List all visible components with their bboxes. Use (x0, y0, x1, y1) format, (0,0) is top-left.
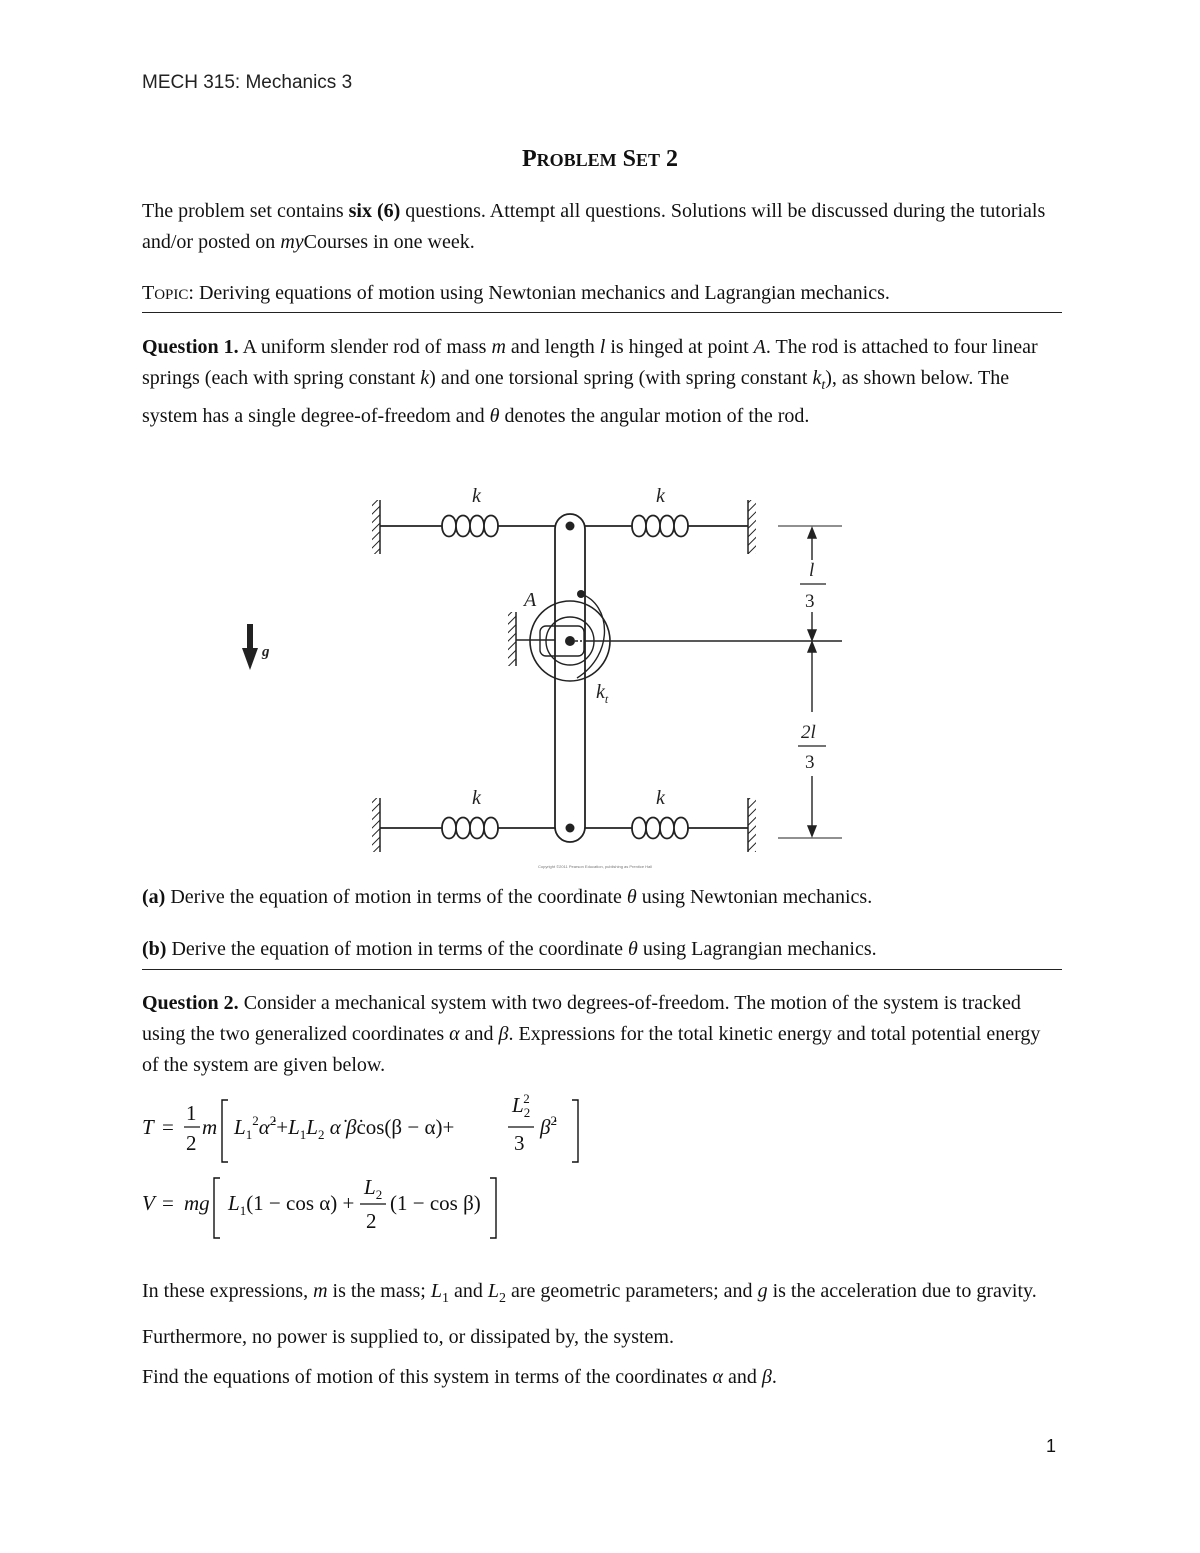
svg-text:2: 2 (366, 1209, 377, 1233)
question-2-definitions: In these expressions, m is the mass; $L_1$ and $L_2$ are geometric parameters; and g is the acceleration due to gravity. Furthermore, no power is supplied to, or dissipated by, the system. (142, 1280, 1037, 1348)
label-k-bottom-left: k (472, 787, 481, 809)
label-k-bottom-right: k (656, 787, 665, 809)
dim-bot-den: 3 (805, 752, 815, 773)
svg-text:L12α̇2+L1L2 α̇ β̇cos(β − α)+: $L_1^2\alphȧ^2+L_1L_2$ α̇ β̇cos(β − α)+ (234, 1113, 455, 1142)
svg-text:1: 1 (186, 1101, 197, 1125)
topic-line: TOPIC: Deriving equations of motion using Newtonian mechanics and Lagrangian mechanics. (142, 282, 890, 304)
rod (555, 514, 585, 842)
svg-text:L22: $L_22$ (512, 1091, 531, 1120)
dim-bot-num: 2l (801, 722, 816, 743)
svg-text:L2: $L_2$ (364, 1175, 383, 1202)
page-title: PROBLEM SET 2 (521, 146, 679, 172)
wall-bottom-right (748, 798, 756, 852)
kinetic-energy-equation (142, 1090, 622, 1170)
svg-text:T: T (142, 1115, 154, 1139)
label-k-top-right: k (656, 485, 665, 507)
question-1a: (a) Derive the equation of motion in terms of the coordinate θ using Newtonian mechanics. (142, 886, 873, 908)
hinge-point (565, 636, 575, 646)
svg-text:=: = (162, 1191, 174, 1215)
figure-copyright: Copyright ©2011 Pearson Education, publishing as Prentice Hall (538, 864, 653, 869)
label-k-top-left: k (472, 485, 481, 507)
divider (142, 312, 1062, 313)
svg-text:3: 3 (514, 1131, 525, 1155)
svg-text:β̇2: β̇$^2$ (540, 1113, 557, 1139)
pin-top (566, 522, 575, 531)
page-header: MECH 315: Mechanics 3 (142, 72, 353, 93)
spring-bottom-right (570, 818, 748, 839)
page-number: 1 (1046, 1436, 1057, 1456)
question-1b: (b) Derive the equation of motion in terms of the coordinate θ using Lagrangian mechanics. (142, 938, 877, 960)
svg-text:(1 − cos β): (1 − cos β) (390, 1191, 481, 1215)
spring-bottom-left (380, 818, 570, 839)
spring-rod-figure (262, 476, 850, 876)
svg-text:m: m (202, 1115, 218, 1139)
gravity-arrow (242, 624, 258, 670)
intro-paragraph: The problem set contains six (6) questions. Attempt all questions. Solutions will be discussed during the tutorials and/or posted on myCourses in one week. (142, 200, 1046, 253)
svg-text:V: V (142, 1191, 155, 1215)
dim-top-num: l (809, 560, 815, 581)
divider (142, 969, 1062, 970)
dim-top-den: 3 (805, 591, 815, 612)
svg-text:L1(1 − cos α) +: $L_1(1 - \cos \alpha)$ + (228, 1191, 355, 1218)
potential-energy-equation (142, 1172, 562, 1244)
label-kt: $k_t$ (596, 681, 609, 706)
wall-hinge (508, 612, 516, 666)
question-2-text: Question 2. Consider a mechanical system with two degrees-of-freedom. The motion of the system is tracked using the two generalized coordinates α and β. Expressions for the total kinetic energy and total potential energy of the system are given below. (142, 992, 1041, 1076)
svg-text:mg: mg (184, 1191, 210, 1215)
pin-bottom (566, 824, 575, 833)
question-1-text: Question 1. A uniform slender rod of mass m and length l is hinged at point A. The rod is attached to four linear springs (each with spring constant k) and one torsional spring (with spring constant $k_t$), as shown below. The system has a single degree-of-freedom and θ denotes the angular motion of the rod. (142, 336, 1038, 427)
wall-top-right (748, 500, 756, 554)
label-g: g (262, 644, 270, 660)
spring-top-right (570, 516, 748, 537)
label-A: A (524, 589, 537, 611)
question-2-task: Find the equations of motion of this system in terms of the coordinates α and β. (142, 1366, 777, 1388)
svg-text:=: = (162, 1115, 174, 1139)
wall-bottom-left (372, 798, 380, 852)
spring-top-left (380, 516, 570, 537)
svg-text:2: 2 (186, 1131, 197, 1155)
wall-top-left (372, 500, 380, 554)
